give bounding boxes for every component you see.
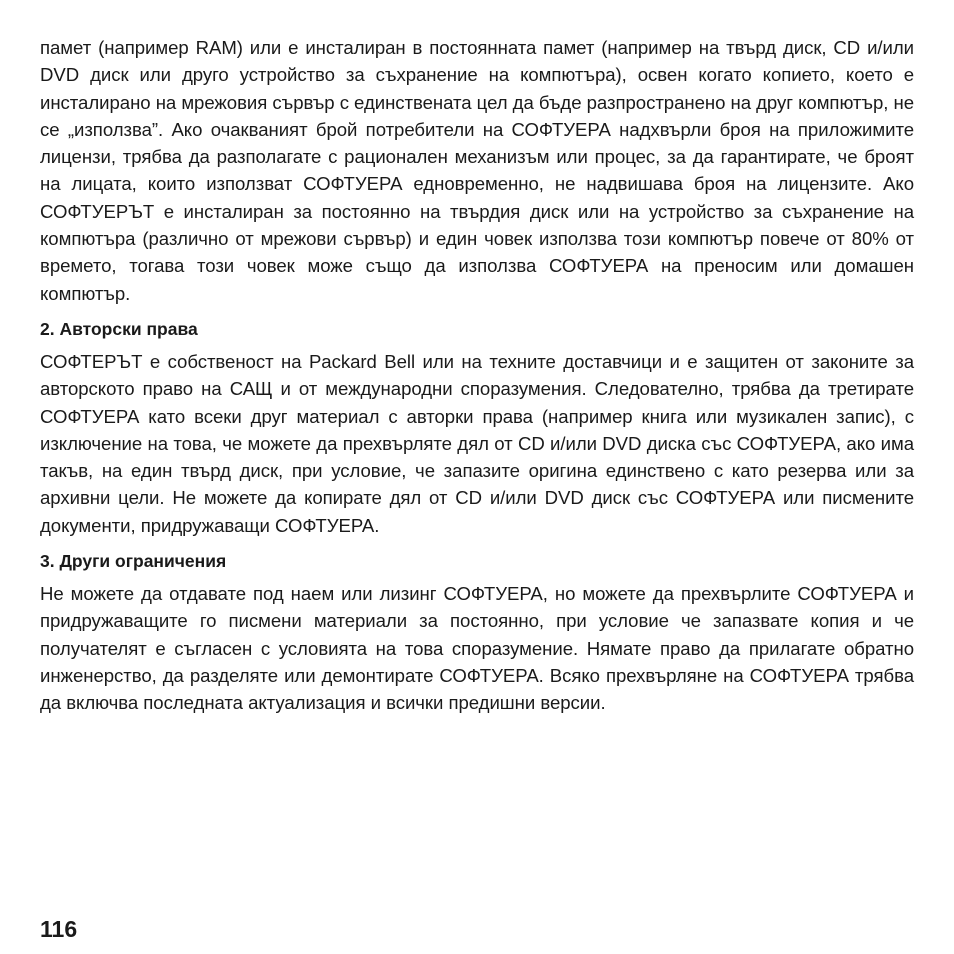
copyright-paragraph: СОФТЕРЪТ е собственост на Packard Bell или на техните доставчици и е защитен от законите за авторското право на САЩ и от международни споразумения. Следователно, трябва да третирате СОФТУЕРА като всеки друг материал с авторки права (например книга или музикален запис), с изключение на това, че можете да прехвърляте дял от CD и/или DVD диска със СОФТУЕРА, ако има такъв, на един твърд диск, при условие, че запазите оригина единствено с като резерва или за архивни цели. Не можете да копирате дял от CD и/или DVD диск със СОФТУЕРА или писмените документи, придружаващи СОФТУЕРА. bbox=[40, 350, 914, 536]
other-restrictions-paragraph: Не можете да отдавате под наем или лизинг СОФТУЕРА, но можете да прехвърлите СОФТУЕРА и придружаващите го писмени материали за постоянно, при условие че запазвате копия и че получателят е съгласен с условията на това споразумение. Нямате право да прилагате обратно инженерство, да разделяте или демонтирате СОФТУЕРА. Всяко прехвърляне на СОФТУЕРА трябва да включва последната актуализация и всички предишни версии. bbox=[40, 583, 914, 714]
document-body bbox=[40, 34, 914, 717]
page-number: 116 bbox=[40, 916, 78, 942]
intro-paragraph: памет (например RAM) или е инсталиран в постоянната памет (например на твърд диск, CD и/или DVD диск или друго устройство за съхранение на компютъра), освен когато копието, което е инсталирано на мрежовия сървър с единствената цел да бъде разпространено на друг компютър, не се „използва”. Ако очакваният брой потребители на СОФТУЕРА надхвърли броя на приложимите лицензи, трябва да разполагате с рационален механизъм или процес, за да гарантирате, че броят на лицата, които използват СОФТУЕРА едновременно, не надвишава броя на лицензите. Ако СОФТУЕРЪТ е инсталиран за постоянно на твърдия диск или на устройство за съхранение на компютъра (различно от мрежови сървър) и един човек използва този компютър повече от 80% от времето, тогава този човек може също да използва СОФТУЕРА на преносим или домашен компютър. bbox=[40, 37, 915, 304]
section-heading-other-restrictions: 3. Други ограничения bbox=[40, 551, 227, 572]
section-heading-copyright: 2. Авторски права bbox=[40, 318, 198, 339]
